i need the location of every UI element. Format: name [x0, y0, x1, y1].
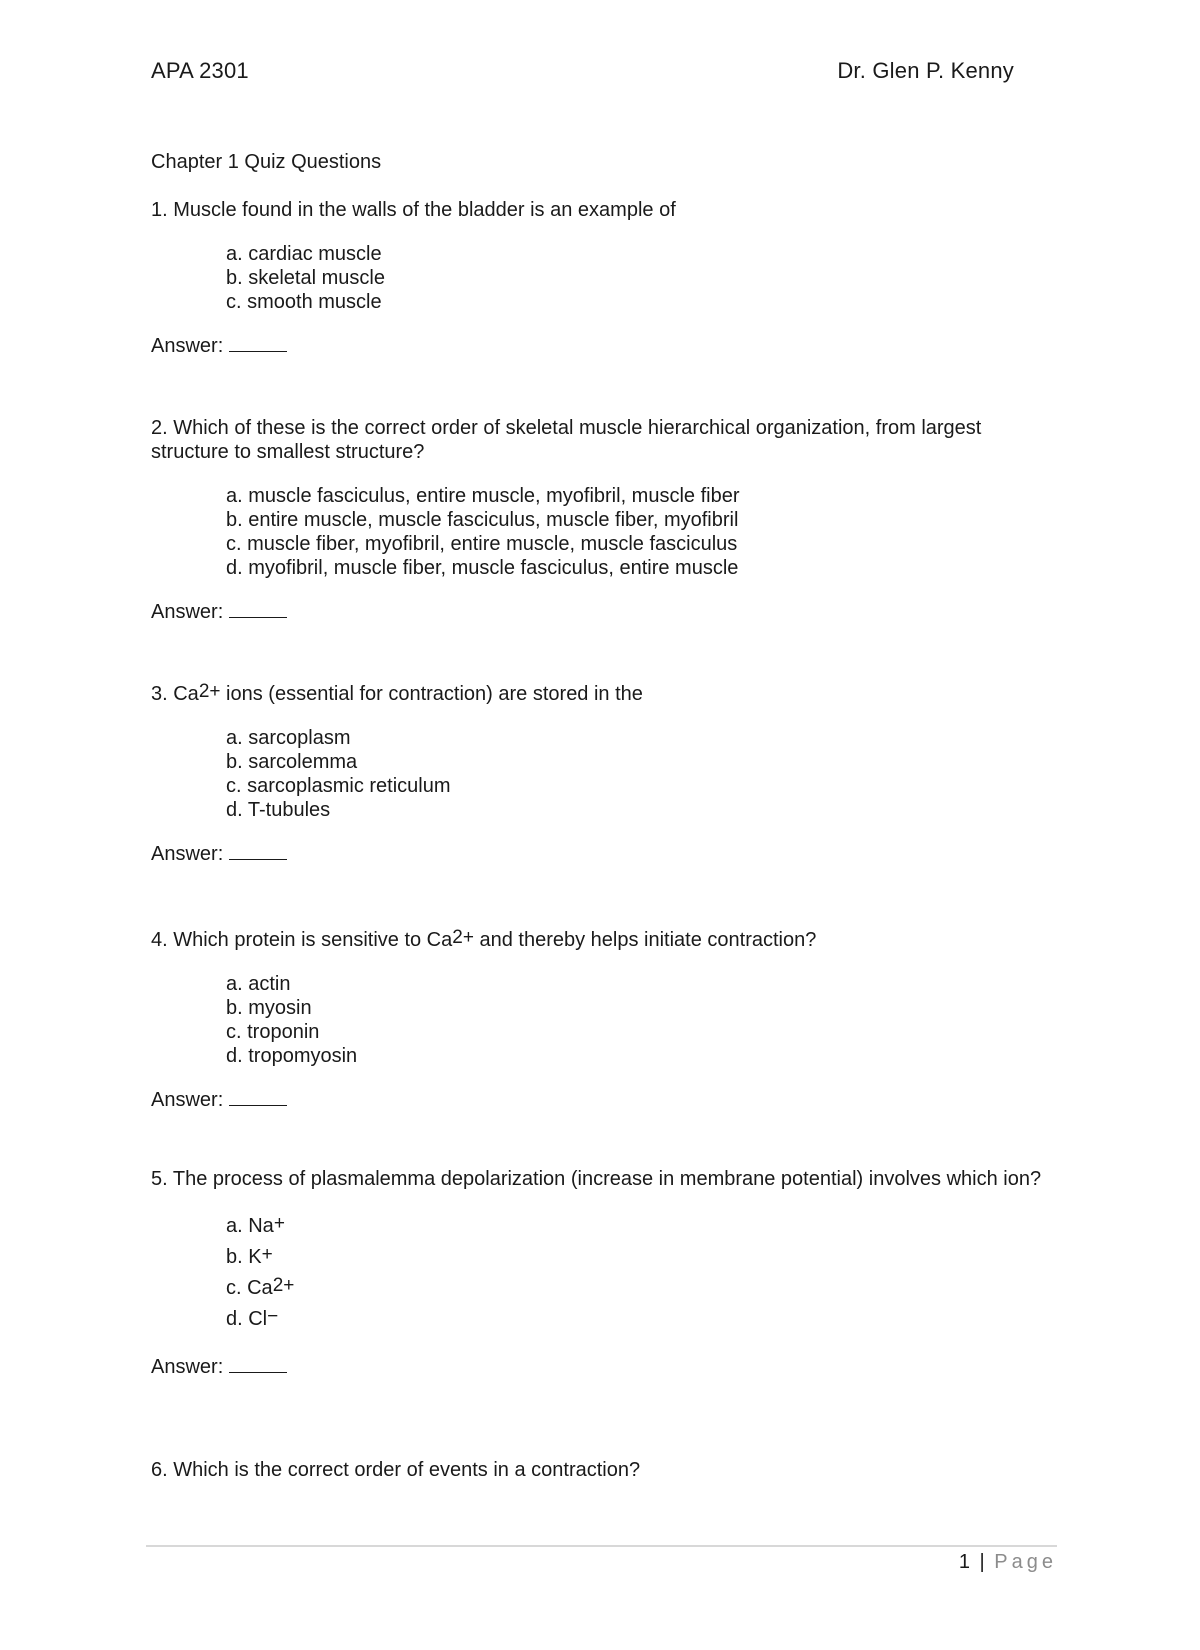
superscript: 2+	[272, 1275, 295, 1296]
page-separator: |	[979, 1551, 987, 1573]
options-list	[151, 1211, 1051, 1335]
answer-line	[151, 334, 1051, 358]
question-text: 2. Which of these is the correct order of skeletal muscle hierarchical organization, from largest structure to smallest structure?	[151, 417, 982, 463]
answer-label: Answer:	[151, 843, 224, 865]
course-code: APA 2301	[151, 58, 249, 83]
option	[226, 1304, 1051, 1335]
option: c. muscle fiber, myofibril, entire muscle, muscle fasciculus	[226, 533, 738, 555]
question-1	[151, 198, 1051, 358]
page-word: Page	[994, 1551, 1057, 1573]
option: b. myosin	[226, 997, 312, 1019]
options-list	[151, 242, 1051, 314]
answer-label: Answer:	[151, 601, 224, 623]
answer-blank[interactable]	[229, 1089, 287, 1106]
superscript: +	[261, 1244, 273, 1265]
option: b. skeletal muscle	[226, 267, 385, 289]
question-text-part: ions (essential for contraction) are stored in the	[220, 683, 643, 705]
answer-label: Answer:	[151, 1089, 224, 1111]
question-text	[151, 682, 1051, 706]
question-6	[151, 1458, 1051, 1482]
answer-label: Answer:	[151, 1356, 224, 1378]
answer-line	[151, 1088, 1051, 1112]
document-title: Chapter 1 Quiz Questions	[151, 151, 382, 173]
superscript: 2+	[452, 927, 474, 948]
question-text: 5. The process of plasmalemma depolarization (increase in membrane potential) involves which ion?	[151, 1168, 1042, 1190]
question-3	[151, 682, 1051, 866]
footer-divider	[146, 1545, 1057, 1547]
question-text: 1. Muscle found in the walls of the bladder is an example of	[151, 199, 676, 221]
superscript: +	[273, 1213, 285, 1234]
option: a. actin	[226, 973, 291, 995]
question-text: 6. Which is the correct order of events in a contraction?	[151, 1459, 641, 1481]
question-4	[151, 928, 1051, 1112]
option: c. troponin	[226, 1021, 320, 1043]
question-2	[151, 416, 1051, 624]
page-footer	[959, 1551, 1057, 1574]
question-text-part: and thereby helps initiate contraction?	[473, 929, 817, 951]
question-text	[151, 928, 1051, 952]
answer-line	[151, 1355, 1051, 1379]
superscript: 2+	[198, 681, 221, 702]
instructor-name: Dr. Glen P. Kenny	[837, 58, 1014, 83]
option: c. sarcoplasmic reticulum	[226, 775, 451, 797]
answer-blank[interactable]	[229, 335, 287, 352]
option: a. cardiac muscle	[226, 243, 382, 265]
option: b. entire muscle, muscle fasciculus, muscle fiber, myofibril	[226, 509, 739, 531]
option	[226, 1242, 1051, 1273]
option: a. sarcoplasm	[226, 727, 351, 749]
option: c. smooth muscle	[226, 291, 382, 313]
option: d. myofibril, muscle fiber, muscle fasciculus, entire muscle	[226, 557, 739, 579]
options-list	[151, 972, 1051, 1068]
option-label: b. K	[226, 1246, 262, 1268]
page-number: 1	[958, 1551, 972, 1573]
option	[226, 1211, 1051, 1242]
question-5	[151, 1167, 1051, 1379]
option: d. tropomyosin	[226, 1045, 358, 1067]
option: b. sarcolemma	[226, 751, 358, 773]
option	[226, 1273, 1051, 1304]
question-text-part: 4. Which protein is sensitive to Ca	[151, 929, 453, 951]
option-label: a. Na	[226, 1215, 274, 1237]
option-label: d. Cl	[226, 1308, 268, 1330]
options-list	[151, 484, 1051, 580]
answer-blank[interactable]	[229, 601, 287, 618]
answer-blank[interactable]	[229, 1356, 287, 1373]
answer-blank[interactable]	[229, 843, 287, 860]
answer-line	[151, 600, 1051, 624]
superscript: −	[267, 1306, 279, 1327]
options-list	[151, 726, 1051, 822]
option: d. T-tubules	[226, 799, 331, 821]
question-text-part: 3. Ca	[151, 683, 199, 705]
answer-label: Answer:	[151, 335, 224, 357]
answer-line	[151, 842, 1051, 866]
option: a. muscle fasciculus, entire muscle, myofibril, muscle fiber	[226, 485, 740, 507]
option-label: c. Ca	[226, 1277, 273, 1299]
